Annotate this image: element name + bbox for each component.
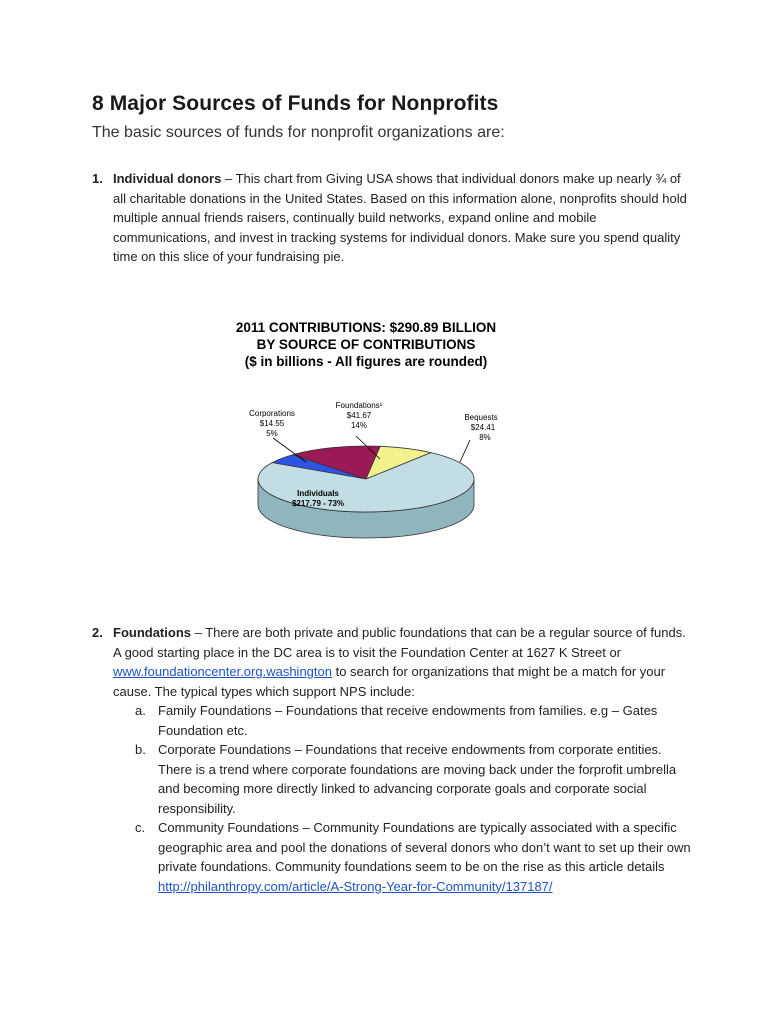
list-number: 2. (92, 625, 103, 640)
sub-item-text: Corporate Foundations – Foundations that receive endowments from corporate entities. There is a trend where corporate foundations are moving back under the forprofit umbrella and becoming more directly linked to advancing corporate goals and corporate social responsibility. (158, 742, 677, 816)
sub-item-letter: b. (135, 742, 146, 757)
label-corporations-percent: 5% (266, 429, 278, 438)
label-corporations-name: Corporations (249, 409, 295, 418)
contributions-pie-chart (208, 312, 538, 578)
foundation-center-link[interactable]: www.foundationcenter.org.washington (113, 664, 332, 679)
page-subtitle: The basic sources of funds for nonprofit organizations are: (92, 124, 505, 141)
sub-item-letter: a. (135, 703, 146, 718)
label-bequests-amount: $24.41 (470, 423, 496, 432)
leader-line-bequests (460, 440, 470, 462)
chart-title-line-2: BY SOURCE OF CONTRIBUTIONS (256, 337, 476, 352)
sub-item-text: Family Foundations – Foundations that receive endowments from families. e.g – Gates Foundation etc. (158, 703, 658, 738)
sub-item-letter: c. (135, 820, 146, 835)
list-term: Individual donors (113, 171, 222, 186)
label-bequests-name: Bequests (464, 413, 498, 422)
list-term: Foundations (113, 625, 191, 640)
label-individuals-amount: $217.79 - 73% (291, 499, 345, 508)
sub-item-family-foundations (135, 701, 695, 740)
chart-title-line-3: ($ in billions - All figures are rounded) (244, 354, 488, 369)
list-text: – This chart from Giving USA shows that individual donors make up nearly ¾ of all charitable donations in the United States. Based on this information alone, nonprofits should hold multiple annual friends raisers, continually build networks, expand online and mobile communications, and invest in tracking systems for individual donors. Make sure you spend quality time on this slice of your fundraising pie. (113, 171, 687, 264)
list-text-continued: to search for organizations that might be a match for your cause. The typical types which support NPS include: (113, 664, 666, 699)
chart-title-line-1: 2011 CONTRIBUTIONS: $290.89 BILLION (235, 320, 497, 335)
label-bequests-percent: 8% (479, 433, 491, 442)
sub-item-corporate-foundations (135, 740, 695, 818)
page-title: 8 Major Sources of Funds for Nonprofits (92, 92, 499, 115)
philanthropy-article-link[interactable]: http://philanthropy.com/article/A-Strong-Year-for-Community/137187/ (158, 878, 553, 894)
list-item-foundations (92, 623, 692, 701)
list-text: – There are both private and public foundations that can be a regular source of funds. A good starting place in the DC area is to visit the Foundation Center at 1627 K Street or (113, 625, 686, 660)
sub-item-text: Community Foundations – Community Foundations are typically associated with a specific geographic area and pool the donations of several donors who don’t want to set up their own private foundations. Community foundations seem to be on the rise as this article details (158, 820, 691, 874)
list-number: 1. (92, 171, 103, 186)
label-corporations-amount: $14.55 (259, 419, 285, 428)
sub-item-community-foundations (135, 818, 695, 896)
label-foundations-amount: $41.67 (346, 411, 372, 420)
label-individuals-name: Individuals (297, 489, 339, 498)
list-item-individual-donors (92, 169, 692, 267)
pie-graphic (208, 312, 538, 578)
label-foundations-percent: 14% (350, 421, 368, 430)
label-foundations-name: Foundations¹ (335, 401, 383, 410)
